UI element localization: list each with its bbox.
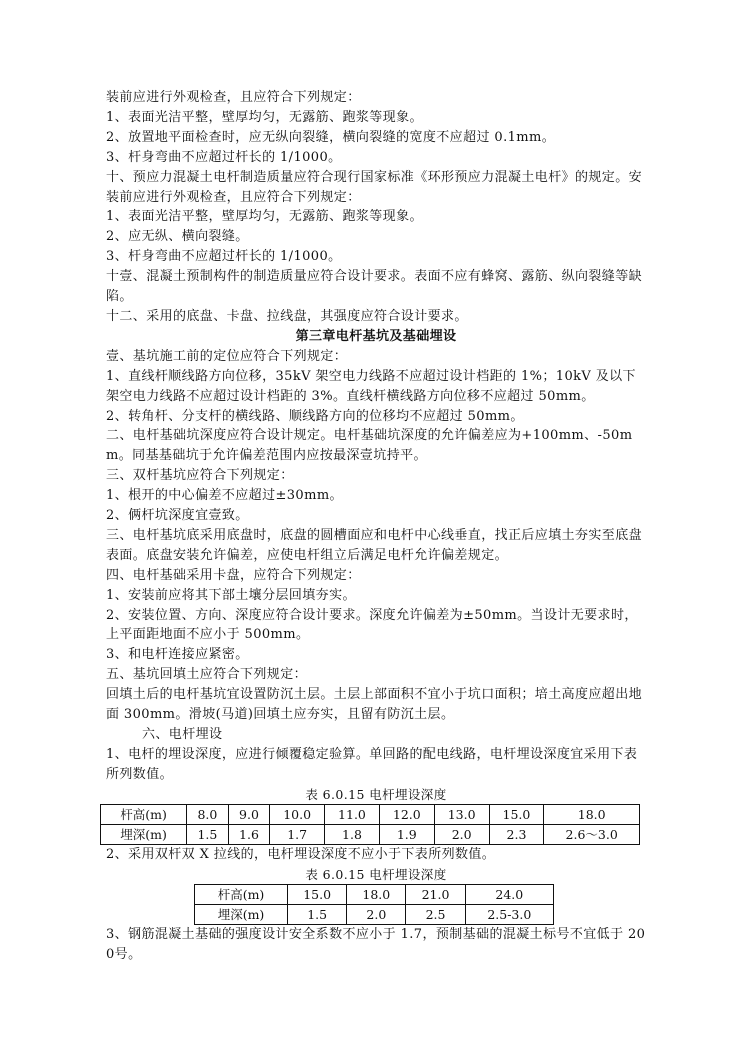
table-row <box>195 884 554 904</box>
paragraph: 十二、采用的底盘、卡盘、拉线盘，其强度应符合设计要求。 <box>106 308 468 324</box>
table2-caption: 表 6.0.15 电杆埋设深度 <box>305 866 447 882</box>
paragraph: 1、电杆的埋设深度，应进行倾覆稳定验算。单回路的配电线路，电杆埋设深度宜采用下表所列数值。 <box>106 746 638 782</box>
table-cell: 1.7 <box>270 824 325 844</box>
table-cell: 8.0 <box>187 804 229 824</box>
table-cell-header: 埋深(m) <box>101 824 187 844</box>
table-cell: 18.0 <box>544 804 640 824</box>
paragraph: 3、钢筋混凝土基础的强度设计安全系数不应小于 1.7，预制基础的混凝土标号不宜低于 200号。 <box>106 926 646 962</box>
paragraph: 二、电杆基础坑深度应符合设计规定。电杆基础坑深度的允许偏差应为+100mm、-50mm。同基基础坑于允许偏差范围内应按最深壹坑持平。 <box>106 428 633 464</box>
paragraph: 1、安装前应将其下部土壤分层回填夯实。 <box>106 587 356 603</box>
paragraph: 十、预应力混凝土电杆制造质量应符合现行国家标准《环形预应力混凝土电杆》的规定。安装前应进行外观检查，且应符合下列规定： <box>106 169 643 205</box>
paragraph: 十壹、混凝土预制构件的制造质量应符合设计要求。表面不应有蜂窝、露筋、纵向裂缝等缺陷。 <box>106 269 643 305</box>
paragraph: 三、电杆基坑底采用底盘时，底盘的圆槽面应和电杆中心线垂直，找正后应填土夯实至底盘表面。底盘安装允许偏差，应使电杆组立后满足电杆允许偏差规定。 <box>106 527 643 563</box>
section-a <box>106 88 646 327</box>
paragraph: 3、杆身弯曲不应超过杆长的 1/1000。 <box>106 149 342 165</box>
document-body <box>106 88 646 964</box>
table-cell: 1.9 <box>379 824 434 844</box>
paragraph: 2、俩杆坑深度宜壹致。 <box>106 508 249 524</box>
paragraph: 2、采用双杆双 X 拉线的，电杆埋设深度不应小于下表所列数值。 <box>106 846 496 862</box>
table-cell: 2.0 <box>347 904 406 924</box>
table-cell: 2.0 <box>434 824 489 844</box>
table-row <box>195 904 554 924</box>
table-cell: 2.5-3.0 <box>465 904 553 924</box>
burial-depth-table-1 <box>100 804 640 845</box>
paragraph: 三、双杆基坑应符合下列规定： <box>106 468 294 484</box>
table-cell: 2.6～3.0 <box>544 824 640 844</box>
table-cell-header: 杆高(m) <box>101 804 187 824</box>
table-cell: 11.0 <box>325 804 380 824</box>
table-row <box>101 804 640 824</box>
table-cell: 10.0 <box>270 804 325 824</box>
table-cell: 13.0 <box>434 804 489 824</box>
paragraph: 2、安装位置、方向、深度应符合设计要求。深度允许偏差为±50mm。当设计无要求时，上平面距地面不应小于 500mm。 <box>106 607 638 643</box>
table-cell: 21.0 <box>406 884 465 904</box>
paragraph: 1、根开的中心偏差不应超过±30mm。 <box>106 488 343 504</box>
paragraph: 1、直线杆顺线路方向位移，35kV 架空电力线路不应超过设计档距的 1%；10kV 及以下架空电力线路不应超过设计档距的 3%。直线杆横线路方向位移不应超过 50mm。 <box>106 368 636 404</box>
table-cell: 9.0 <box>228 804 270 824</box>
paragraph: 五、基坑回填土应符合下列规定： <box>106 667 308 683</box>
table-cell: 1.5 <box>187 824 229 844</box>
paragraph: 2、转角杆、分支杆的横线路、顺线路方向的位移均不应超过 50mm。 <box>106 408 524 424</box>
table-cell: 15.0 <box>489 804 544 824</box>
table-cell: 1.8 <box>325 824 380 844</box>
paragraph: 3、和电杆连接应紧密。 <box>106 647 249 663</box>
table-cell: 18.0 <box>347 884 406 904</box>
table-cell-header: 埋深(m) <box>195 904 288 924</box>
table-cell: 2.3 <box>489 824 544 844</box>
table-cell: 12.0 <box>379 804 434 824</box>
paragraph: 装前应进行外观检查，且应符合下列规定： <box>106 90 361 105</box>
section-six-title: 六、电杆埋设 <box>142 727 223 742</box>
table1-caption: 表 6.0.15 电杆埋设深度 <box>305 786 447 802</box>
table-cell: 24.0 <box>465 884 553 904</box>
paragraph: 3、杆身弯曲不应超过杆长的 1/1000。 <box>106 249 342 265</box>
table-cell: 1.6 <box>228 824 270 844</box>
paragraph: 1、表面光洁平整，壁厚均匀，无露筋、跑浆等现象。 <box>106 209 423 225</box>
table-cell: 2.5 <box>406 904 465 924</box>
paragraph: 壹、基坑施工前的定位应符合下列规定： <box>106 348 348 364</box>
table-cell-header: 杆高(m) <box>195 884 288 904</box>
table-cell: 15.0 <box>288 884 347 904</box>
paragraph: 四、电杆基础采用卡盘，应符合下列规定： <box>106 567 361 583</box>
paragraph: 2、应无纵、横向裂缝。 <box>106 229 249 245</box>
burial-depth-table-2 <box>194 884 554 925</box>
table-cell: 1.5 <box>288 904 347 924</box>
paragraph: 2、放置地平面检查时，应无纵向裂缝，横向裂缝的宽度不应超过 0.1mm。 <box>106 129 556 145</box>
paragraph: 1、表面光洁平整，壁厚均匀，无露筋、跑浆等现象。 <box>106 109 423 125</box>
paragraph: 回填土后的电杆基坑宜设置防沉土层。土层上部面积不宜小于坑口面积；培土高度应超出地面 300mm。滑坡(马道)回填土应夯实，且留有防沉土层。 <box>106 687 643 723</box>
chapter-title: 第三章电杆基坑及基础埋设 <box>295 328 457 344</box>
section-b <box>106 347 646 725</box>
table-row <box>101 824 640 844</box>
